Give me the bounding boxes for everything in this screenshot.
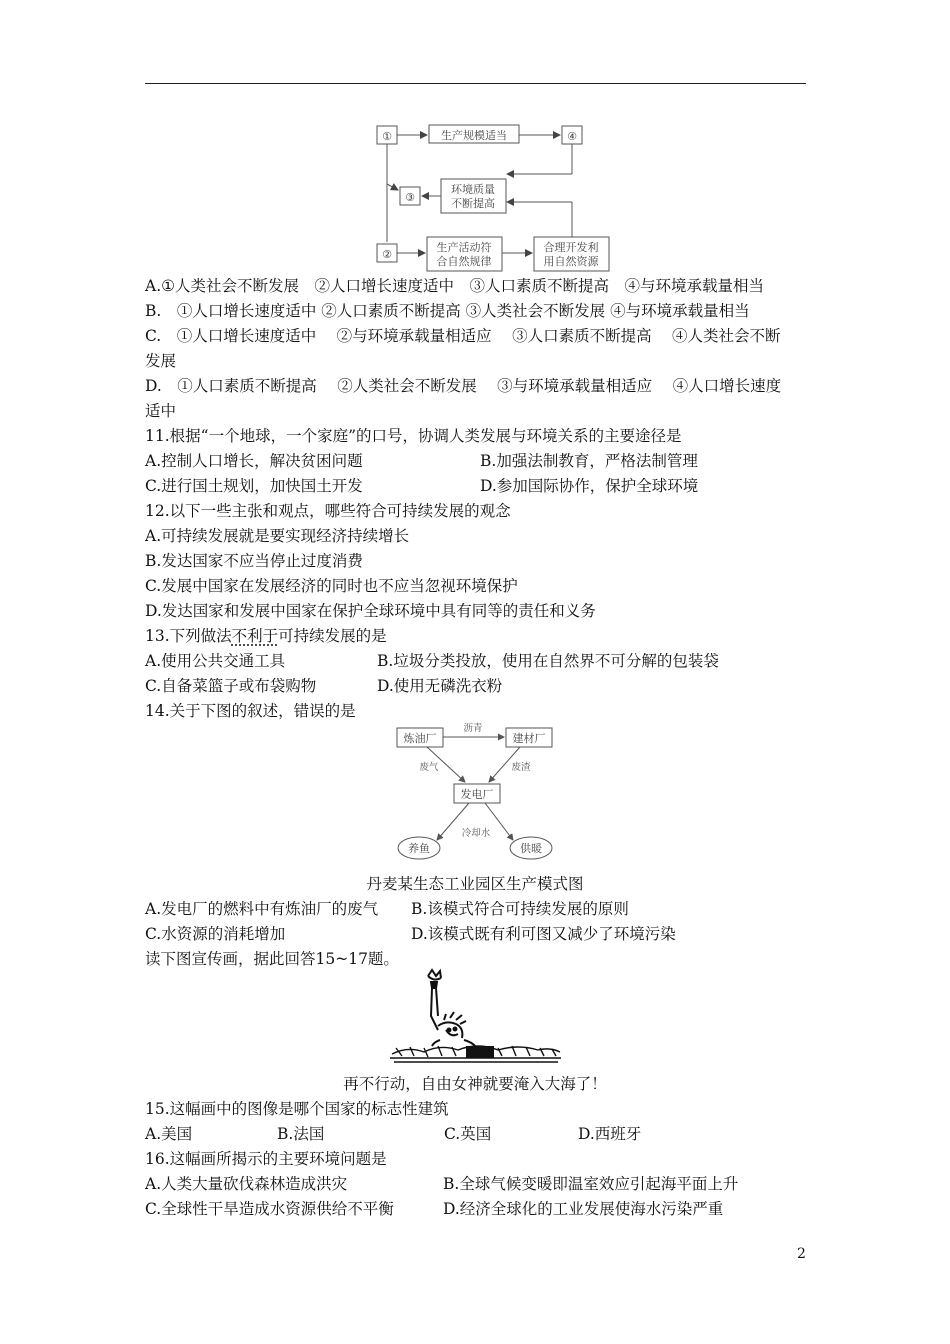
page-number: 2	[797, 1246, 806, 1262]
q10-option-d-cont: 适中	[145, 402, 177, 420]
q13-option-b: B.垃圾分类投放，使用在自然界不可分解的包装袋	[377, 652, 719, 670]
q12-option-a: A.可持续发展就是要实现经济持续增长	[145, 527, 410, 545]
q13-stem-post: 可持续发展的是	[278, 627, 387, 645]
q15-option-d: D.西班牙	[578, 1125, 642, 1143]
q11-option-d: D.参加国际协作，保护全球环境	[480, 477, 699, 495]
q14-option-d: D.该模式既有利可图又减少了环境污染	[411, 925, 676, 943]
d1-box2: ②	[382, 248, 392, 261]
poster-caption: 再不行动，自由女神就要淹入大海了！	[343, 1075, 607, 1093]
d1-bottom-right-l2: 用自然资源	[543, 255, 599, 268]
q12-stem: 12.以下一些主张和观点，哪些符合可持续发展的观念	[145, 502, 511, 520]
header-rule	[145, 83, 806, 84]
q15-option-c: C.英国	[444, 1125, 492, 1143]
fish-farming-node: 养鱼	[408, 842, 430, 855]
d1-box4: ④	[567, 130, 577, 143]
q13-option-c: C.自备菜篮子或布袋购物	[145, 677, 317, 695]
q13-stem-emphasis: 不利于	[231, 627, 279, 645]
q13-stem-pre: 13.下列做法	[145, 627, 232, 645]
q10-option-c: C. ①人口增长速度适中 ②与环境承载量相适应 ③人口素质不断提高 ④人类社会不断	[145, 327, 781, 345]
d1-bottom-left-l1: 生产活动符	[436, 241, 492, 254]
refinery-node: 炼油厂	[403, 732, 437, 745]
heating-node: 供暖	[520, 842, 542, 855]
q11-option-b: B.加强法制教育，严格法制管理	[480, 452, 698, 470]
q13-option-d: D.使用无磷洗衣粉	[377, 677, 503, 695]
q11-option-c: C.进行国土规划，加快国土开发	[145, 477, 363, 495]
eco-industrial-diagram	[385, 718, 565, 866]
statue-of-liberty-illustration	[388, 968, 563, 1066]
d1-box1: ①	[382, 130, 392, 143]
cooling-water-label: 冷却水	[461, 828, 491, 839]
d1-bottom-left-l2: 合自然规律	[436, 255, 492, 268]
d1-middle-l2: 不断提高	[451, 197, 495, 210]
q16-option-d: D.经济全球化的工业发展使海水污染严重	[443, 1200, 724, 1218]
q14-option-c: C.水资源的消耗增加	[145, 925, 286, 943]
asphalt-label: 沥青	[463, 723, 483, 734]
power-plant-node: 发电厂	[460, 788, 494, 801]
flow-diagram-1	[370, 118, 620, 273]
d1-bottom-right-l1: 合理开发利	[543, 241, 599, 254]
q14-stem: 14.关于下图的叙述，错误的是	[145, 702, 356, 720]
q15-option-a: A.美国	[145, 1125, 193, 1143]
q12-option-d: D.发达国家和发展中国家在保护全球环境中具有同等的责任和义务	[145, 602, 596, 620]
d1-box3: ③	[405, 191, 415, 204]
building-materials-node: 建材厂	[512, 732, 546, 745]
q16-option-b: B.全球气候变暖即温室效应引起海平面上升	[443, 1175, 739, 1193]
d1-middle-l1: 环境质量	[451, 183, 495, 196]
q13-option-a: A.使用公共交通工具	[145, 652, 286, 670]
q10-option-b: B. ①人口增长速度适中 ②人口素质不断提高 ③人类社会不断发展 ④与环境承载量相当	[145, 302, 750, 320]
q16-option-c: C.全球性干旱造成水资源供给不平衡	[145, 1200, 394, 1218]
q15-17-intro: 读下图宣传画，据此回答15~17题。	[145, 950, 399, 968]
diagram2-caption: 丹麦某生态工业园区生产模式图	[366, 875, 584, 893]
q10-option-a: A.①人类社会不断发展 ②人口增长速度适中 ③人口素质不断提高 ④与环境承载量相当	[145, 277, 765, 295]
q14-option-a: A.发电厂的燃料中有炼油厂的废气	[145, 900, 379, 918]
q16-stem: 16.这幅画所揭示的主要环境问题是	[145, 1150, 387, 1168]
q13-stem	[145, 626, 387, 646]
q14-option-b: B.该模式符合可持续发展的原则	[411, 900, 629, 918]
q15-option-b: B.法国	[277, 1125, 325, 1143]
waste-slag-label: 废渣	[511, 762, 531, 773]
q15-stem: 15.这幅画中的图像是哪个国家的标志性建筑	[145, 1100, 449, 1118]
q12-option-c: C.发展中国家在发展经济的同时也不应当忽视环境保护	[145, 577, 518, 595]
q11-stem: 11.根据“一个地球，一个家庭”的口号，协调人类发展与环境关系的主要途径是	[145, 427, 682, 445]
waste-gas-label: 废气	[419, 762, 439, 773]
q10-option-c-cont: 发展	[145, 352, 177, 370]
q16-option-a: A.人类大量砍伐森林造成洪灾	[145, 1175, 348, 1193]
q12-option-b: B.发达国家不应当停止过度消费	[145, 552, 363, 570]
d1-top-label: 生产规模适当	[441, 129, 507, 142]
q11-option-a: A.控制人口增长，解决贫困问题	[145, 452, 363, 470]
q10-option-d: D. ①人口素质不断提高 ②人类社会不断发展 ③与环境承载量相适应 ④人口增长速度	[145, 377, 782, 395]
